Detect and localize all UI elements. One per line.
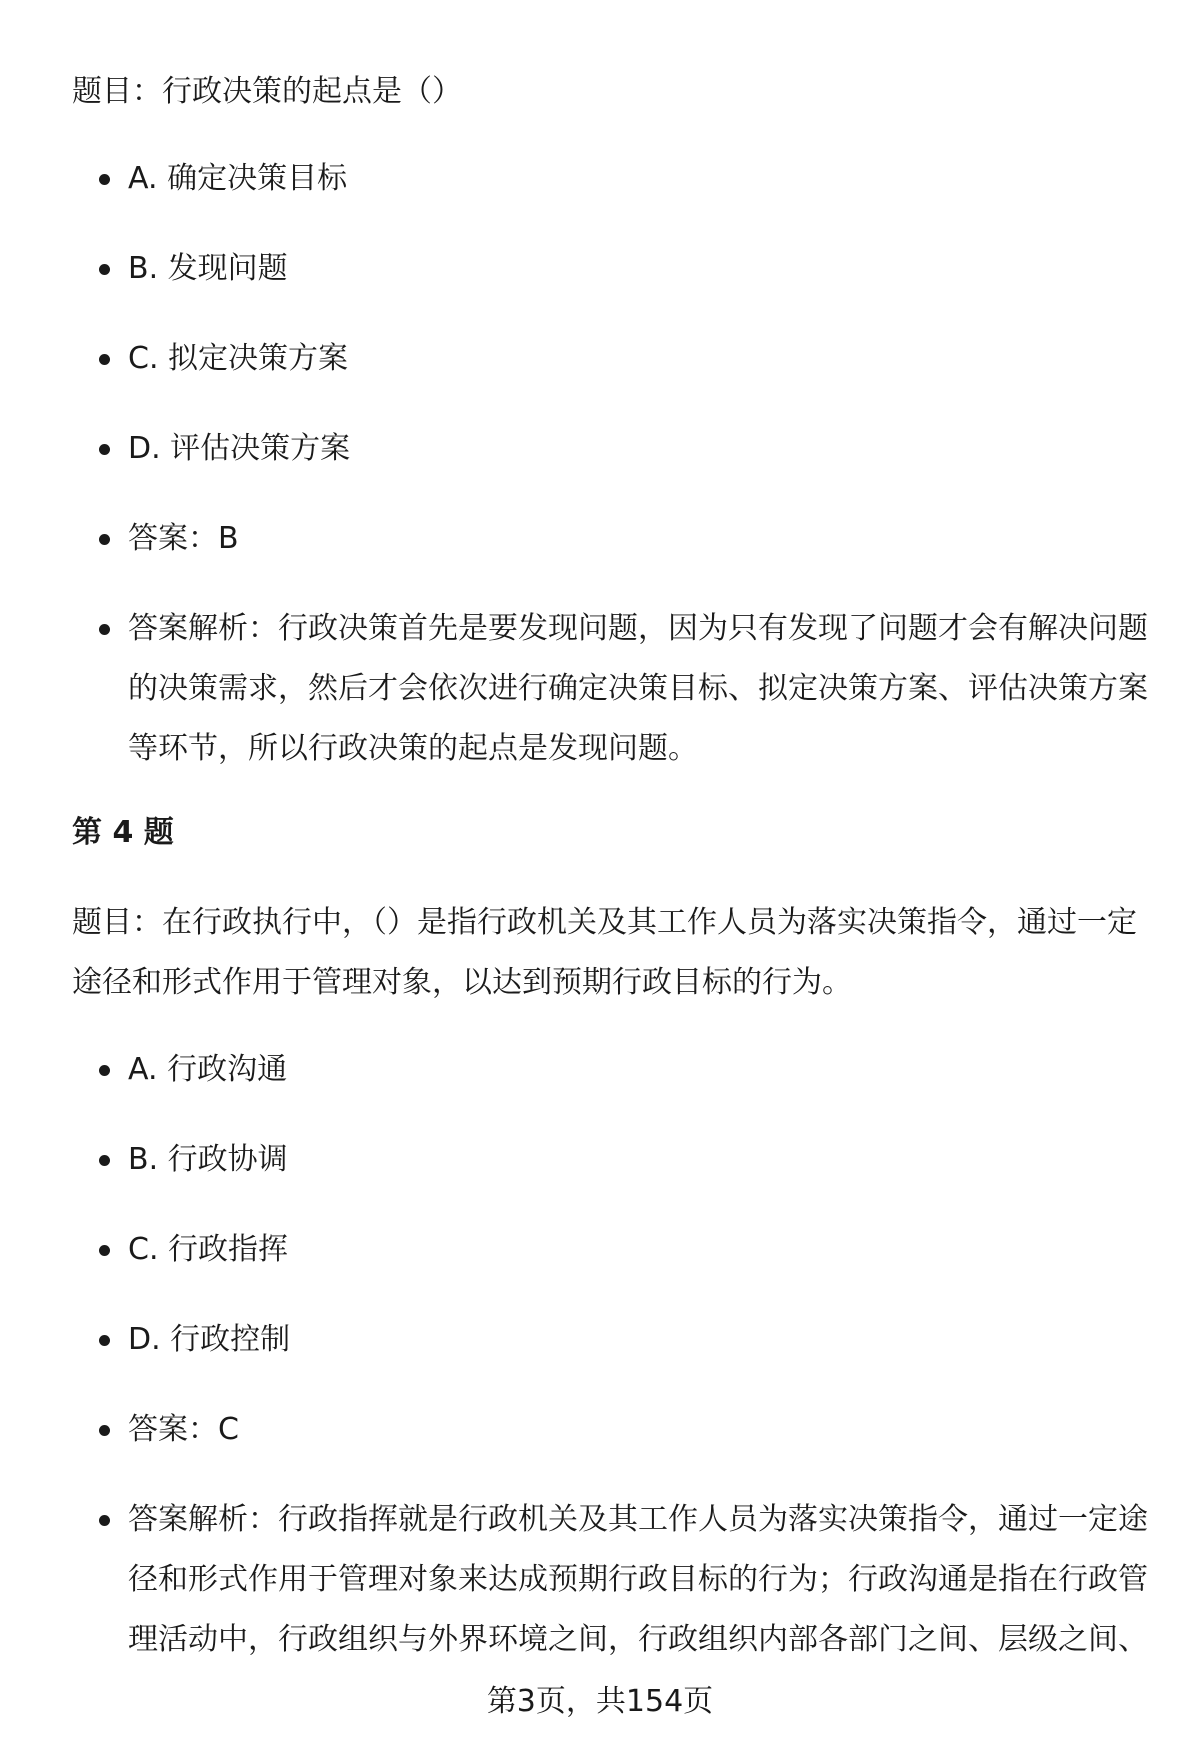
- answer-analysis: 答案解析：行政指挥就是行政机关及其工作人员为落实决策指令，通过一定途径和形式作用于管理对象来达成预期行政目标的行为；行政沟通是指在行政管理活动中，行政组织与外界环境之间，行政组织内部各部门之间、层级之间、: [72, 1490, 1152, 1670]
- option-c: C. 拟定决策方案: [72, 329, 1152, 389]
- question-heading: 第 4 题: [72, 815, 174, 850]
- question-block-3: [72, 62, 1152, 779]
- option-b: B. 发现问题: [72, 239, 1152, 299]
- answer: 答案：B: [72, 509, 1152, 569]
- document-page: [72, 62, 1152, 1670]
- option-list: [72, 1040, 1152, 1670]
- option-a: A. 行政沟通: [72, 1040, 1152, 1100]
- question-text: 题目：在行政执行中，（）是指行政机关及其工作人员为落实决策指令，通过一定途径和形式作用于管理对象，以达到预期行政目标的行为。: [72, 905, 1137, 1000]
- page-number-footer: 第3页，共154页: [486, 1684, 714, 1719]
- question-block-4: [72, 803, 1152, 1670]
- option-list: [72, 149, 1152, 779]
- option-a: A. 确定决策目标: [72, 149, 1152, 209]
- option-d: D. 评估决策方案: [72, 419, 1152, 479]
- answer-analysis: 答案解析：行政决策首先是要发现问题，因为只有发现了问题才会有解决问题的决策需求，然后才会依次进行确定决策目标、拟定决策方案、评估决策方案等环节，所以行政决策的起点是发现问题。: [72, 599, 1152, 779]
- option-b: B. 行政协调: [72, 1130, 1152, 1190]
- answer: 答案：C: [72, 1400, 1152, 1460]
- option-c: C. 行政指挥: [72, 1220, 1152, 1280]
- option-d: D. 行政控制: [72, 1310, 1152, 1370]
- question-text: 题目：行政决策的起点是（）: [72, 74, 462, 109]
